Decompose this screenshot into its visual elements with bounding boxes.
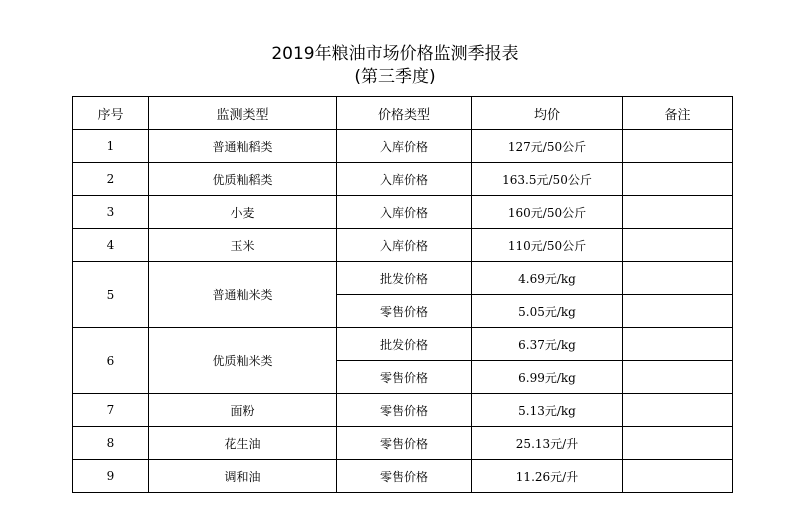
remarks-cell [623,262,733,295]
serial-cell: 8 [73,427,149,460]
remarks-cell [623,394,733,427]
header-average-price: 均价 [472,97,623,130]
serial-cell: 5 [73,262,149,328]
price-type-cell: 零售价格 [337,427,472,460]
price-type-cell: 入库价格 [337,196,472,229]
table-row [73,262,733,295]
report-subtitle: (第三季度) [354,67,436,87]
monitor-type-cell: 优质籼稻类 [149,163,337,196]
header-remarks: 备注 [623,97,733,130]
header-price-type: 价格类型 [337,97,472,130]
remarks-cell [623,130,733,163]
table-header-row [73,97,733,130]
price-type-cell: 入库价格 [337,163,472,196]
average-price-cell: 5.05元/kg [472,295,623,328]
table-row [73,196,733,229]
remarks-cell [623,460,733,493]
average-price-cell: 6.37元/kg [472,328,623,361]
average-price-cell: 4.69元/kg [472,262,623,295]
report-title: 2019年粮油市场价格监测季报表 [271,44,519,64]
serial-cell: 2 [73,163,149,196]
monitor-type-cell: 优质籼米类 [149,328,337,394]
table-row [73,229,733,262]
price-type-cell: 零售价格 [337,394,472,427]
table-body [73,130,733,493]
price-type-cell: 零售价格 [337,460,472,493]
price-type-cell: 批发价格 [337,328,472,361]
average-price-cell: 6.99元/kg [472,361,623,394]
remarks-cell [623,196,733,229]
average-price-cell: 127元/50公斤 [472,130,623,163]
table-row [73,394,733,427]
remarks-cell [623,163,733,196]
serial-cell: 9 [73,460,149,493]
average-price-cell: 163.5元/50公斤 [472,163,623,196]
table-row [73,163,733,196]
remarks-cell [623,295,733,328]
table-row [73,460,733,493]
remarks-cell [623,229,733,262]
average-price-cell: 11.26元/升 [472,460,623,493]
monitor-type-cell: 花生油 [149,427,337,460]
serial-cell: 4 [73,229,149,262]
header-monitor-type: 监测类型 [149,97,337,130]
serial-cell: 6 [73,328,149,394]
price-type-cell: 批发价格 [337,262,472,295]
monitor-type-cell: 调和油 [149,460,337,493]
monitor-type-cell: 普通籼米类 [149,262,337,328]
remarks-cell [623,361,733,394]
average-price-cell: 110元/50公斤 [472,229,623,262]
remarks-cell [623,328,733,361]
table-row [73,427,733,460]
header-serial: 序号 [73,97,149,130]
average-price-cell: 160元/50公斤 [472,196,623,229]
price-table [72,96,733,493]
serial-cell: 3 [73,196,149,229]
monitor-type-cell: 面粉 [149,394,337,427]
price-type-cell: 入库价格 [337,229,472,262]
serial-cell: 1 [73,130,149,163]
table-row [73,130,733,163]
monitor-type-cell: 小麦 [149,196,337,229]
price-type-cell: 入库价格 [337,130,472,163]
remarks-cell [623,427,733,460]
average-price-cell: 5.13元/kg [472,394,623,427]
table-row [73,328,733,361]
monitor-type-cell: 普通籼稻类 [149,130,337,163]
price-type-cell: 零售价格 [337,361,472,394]
price-type-cell: 零售价格 [337,295,472,328]
monitor-type-cell: 玉米 [149,229,337,262]
average-price-cell: 25.13元/升 [472,427,623,460]
serial-cell: 7 [73,394,149,427]
